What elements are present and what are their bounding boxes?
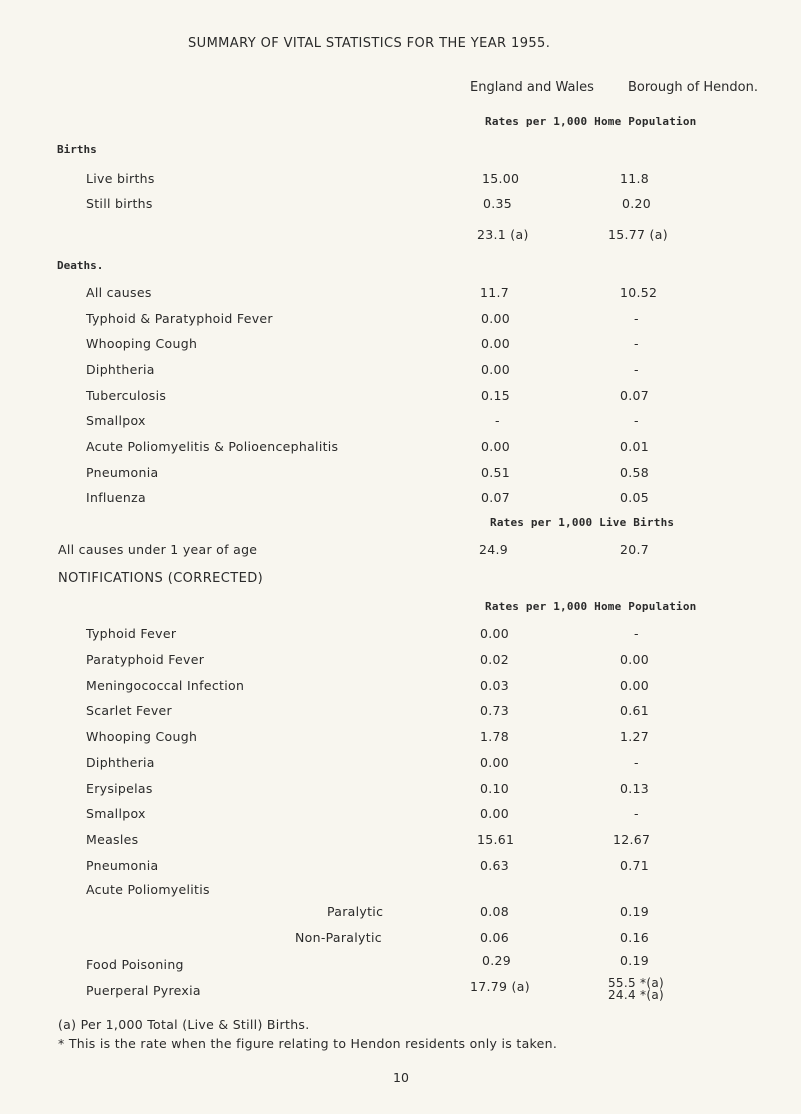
value-hendon: 0.71 bbox=[620, 858, 650, 873]
row-label: Diphtheria bbox=[86, 755, 155, 770]
value-england-wales: 0.00 bbox=[480, 626, 510, 641]
value-england-wales: 0.63 bbox=[480, 858, 510, 873]
row-label: Diphtheria bbox=[86, 362, 155, 377]
value-hendon: - bbox=[634, 336, 639, 351]
row-label: Pneumonia bbox=[86, 465, 159, 480]
value-england-wales: 0.00 bbox=[480, 755, 510, 770]
value-england-wales: 15.00 bbox=[482, 171, 520, 186]
value-england-wales: 0.29 bbox=[482, 953, 512, 968]
births-heading: Births bbox=[57, 143, 97, 156]
row-label: Paratyphoid Fever bbox=[86, 652, 205, 667]
value-hendon: - bbox=[634, 806, 639, 821]
row-label: Tuberculosis bbox=[86, 388, 167, 403]
value-hendon: 1.27 bbox=[620, 729, 650, 744]
row-label: Smallpox bbox=[86, 806, 146, 821]
row-label: Erysipelas bbox=[86, 781, 153, 796]
value-england-wales: 0.00 bbox=[481, 311, 511, 326]
value-england-wales: 15.61 bbox=[477, 832, 515, 847]
value-hendon-1: 55.5 *(a) bbox=[608, 976, 664, 990]
value-hendon: - bbox=[634, 362, 639, 377]
row-label: Typhoid & Paratyphoid Fever bbox=[86, 311, 273, 326]
value-hendon: 12.67 bbox=[613, 832, 651, 847]
value-hendon: 0.19 bbox=[620, 904, 650, 919]
row-label-puerperal-pyrexia: Puerperal Pyrexia bbox=[86, 983, 201, 998]
value-england-wales: 0.10 bbox=[480, 781, 510, 796]
value-hendon: 0.19 bbox=[620, 953, 650, 968]
value-hendon: 10.52 bbox=[620, 285, 658, 300]
row-label-food-poisoning: Food Poisoning bbox=[86, 957, 184, 972]
value-hendon: - bbox=[634, 755, 639, 770]
row-label-infant-deaths: All causes under 1 year of age bbox=[58, 542, 258, 557]
column-header-england-wales: England and Wales bbox=[470, 80, 594, 95]
value-hendon: 0.58 bbox=[620, 465, 650, 480]
value-england-wales: 0.00 bbox=[481, 439, 511, 454]
value-hendon: - bbox=[634, 626, 639, 641]
value-hendon: 0.61 bbox=[620, 703, 650, 718]
value-hendon: 15.77 (a) bbox=[608, 227, 668, 242]
value-england-wales: 17.79 (a) bbox=[470, 979, 530, 994]
row-label: Measles bbox=[86, 832, 139, 847]
row-label: Pneumonia bbox=[86, 858, 159, 873]
rates-header-live-births: Rates per 1,000 Live Births bbox=[490, 516, 675, 529]
row-label: Typhoid Fever bbox=[86, 626, 177, 641]
value-england-wales: 0.00 bbox=[481, 336, 511, 351]
value-hendon: 0.00 bbox=[620, 678, 650, 693]
value-hendon-2: 24.4 *(a) bbox=[608, 988, 664, 1002]
row-label: Acute Poliomyelitis & Polioencephalitis bbox=[86, 439, 339, 454]
footnote-star: * This is the rate when the figure relating to Hendon residents only is taken. bbox=[58, 1036, 558, 1051]
value-england-wales: - bbox=[495, 413, 500, 428]
value-hendon: 0.07 bbox=[620, 388, 650, 403]
value-hendon: 0.16 bbox=[620, 930, 650, 945]
rates-header-population: Rates per 1,000 Home Population bbox=[485, 115, 697, 128]
row-label: Smallpox bbox=[86, 413, 146, 428]
row-label: All causes bbox=[86, 285, 152, 300]
row-label: Live births bbox=[86, 171, 155, 186]
row-label: Whooping Cough bbox=[86, 729, 198, 744]
row-label: Whooping Cough bbox=[86, 336, 198, 351]
footnote-a: (a) Per 1,000 Total (Live & Still) Births. bbox=[58, 1017, 310, 1032]
value-england-wales: 0.03 bbox=[480, 678, 510, 693]
row-label-paralytic: Paralytic bbox=[327, 904, 384, 919]
value-england-wales: 0.00 bbox=[480, 806, 510, 821]
value-england-wales: 0.08 bbox=[480, 904, 510, 919]
value-hendon: 0.13 bbox=[620, 781, 650, 796]
value-england-wales: 0.35 bbox=[483, 196, 513, 211]
page-number: 10 bbox=[393, 1070, 409, 1085]
notifications-heading: NOTIFICATIONS (CORRECTED) bbox=[58, 571, 264, 586]
row-label: Scarlet Fever bbox=[86, 703, 172, 718]
value-england-wales: 0.15 bbox=[481, 388, 511, 403]
value-hendon: 0.00 bbox=[620, 652, 650, 667]
value-england-wales: 11.7 bbox=[480, 285, 510, 300]
value-hendon: 0.05 bbox=[620, 490, 650, 505]
value-england-wales: 0.02 bbox=[480, 652, 510, 667]
rates-header-population-2: Rates per 1,000 Home Population bbox=[485, 600, 697, 613]
value-hendon: 0.01 bbox=[620, 439, 650, 454]
value-hendon: 11.8 bbox=[620, 171, 650, 186]
value-england-wales: 0.00 bbox=[481, 362, 511, 377]
value-england-wales: 0.07 bbox=[481, 490, 511, 505]
column-header-hendon: Borough of Hendon. bbox=[628, 80, 758, 95]
row-label-non-paralytic: Non-Paralytic bbox=[295, 930, 382, 945]
value-england-wales: 23.1 (a) bbox=[477, 227, 529, 242]
value-england-wales: 0.73 bbox=[480, 703, 510, 718]
value-england-wales: 0.06 bbox=[480, 930, 510, 945]
value-england-wales: 24.9 bbox=[479, 542, 509, 557]
value-hendon: 20.7 bbox=[620, 542, 650, 557]
page-title: SUMMARY OF VITAL STATISTICS FOR THE YEAR 1955. bbox=[188, 36, 551, 51]
value-hendon: - bbox=[634, 413, 639, 428]
row-label: Still births bbox=[86, 196, 153, 211]
row-label: Meningococcal Infection bbox=[86, 678, 245, 693]
row-label: Influenza bbox=[86, 490, 146, 505]
value-hendon: 0.20 bbox=[622, 196, 652, 211]
row-label-acute-poliomyelitis: Acute Poliomyelitis bbox=[86, 882, 210, 897]
value-england-wales: 1.78 bbox=[480, 729, 510, 744]
deaths-heading: Deaths. bbox=[57, 259, 104, 272]
value-england-wales: 0.51 bbox=[481, 465, 511, 480]
value-hendon: - bbox=[634, 311, 639, 326]
